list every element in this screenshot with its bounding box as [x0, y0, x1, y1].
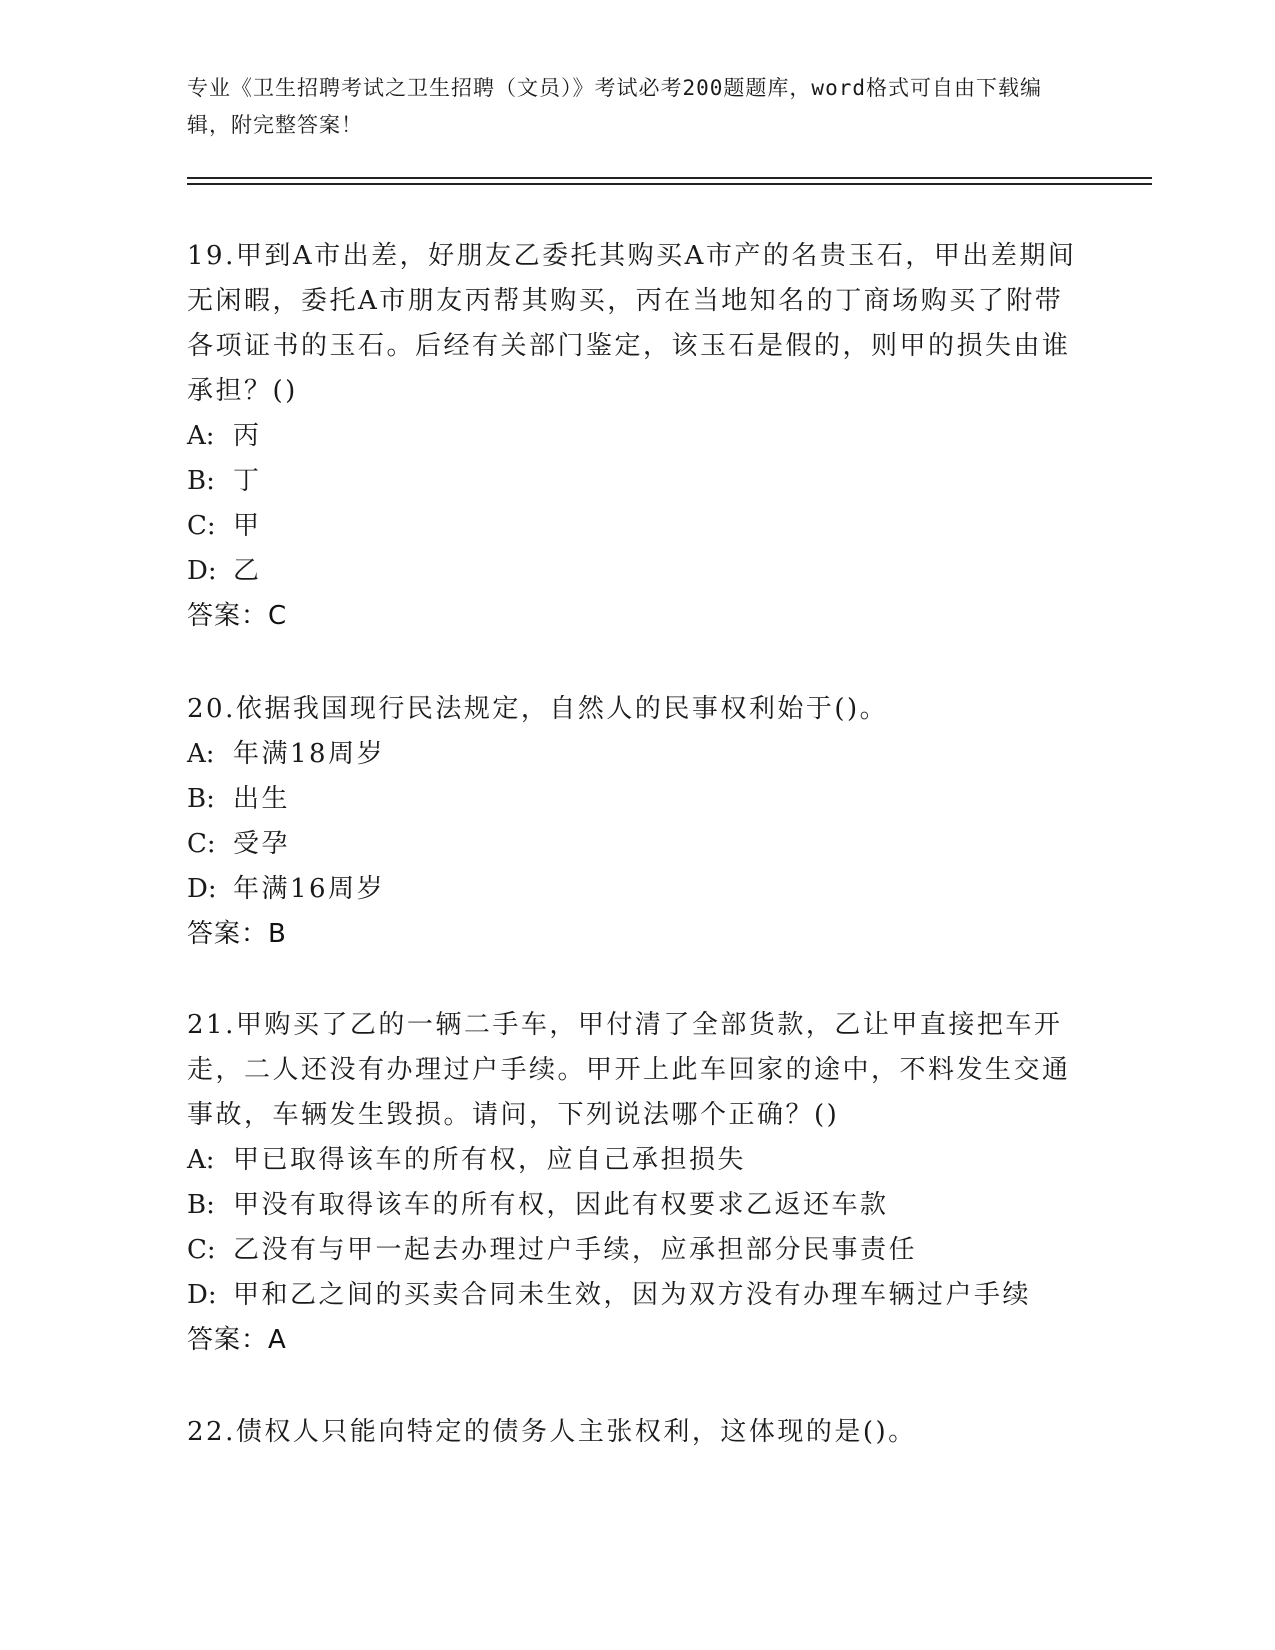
answer-line: 答案：C — [187, 601, 288, 631]
header-divider-bottom — [187, 183, 1152, 185]
option-text: 年满18周岁 — [233, 739, 386, 769]
option-c — [187, 1228, 1077, 1273]
option-key: A: — [187, 421, 215, 451]
option-text: 甲已取得该车的所有权，应自己承担损失 — [233, 1145, 747, 1175]
option-a — [187, 1138, 1077, 1183]
option-text: 甲没有取得该车的所有权，因此有权要求乙返还车款 — [233, 1190, 889, 1220]
header-divider-top — [187, 177, 1152, 179]
option-c — [187, 822, 1077, 867]
option-key: B: — [187, 466, 215, 496]
option-key: B: — [187, 1190, 215, 1220]
option-key: B: — [187, 784, 215, 814]
answer-line: 答案：A — [187, 1325, 287, 1355]
option-b — [187, 777, 1077, 822]
option-key: D: — [187, 556, 217, 586]
option-key: C: — [187, 511, 216, 541]
document-header: 专业《卫生招聘考试之卫生招聘（文员）》考试必考200题题库，word格式可自由下载编辑，附完整答案！ — [187, 76, 1042, 137]
question-text: 19.甲到A市出差，好朋友乙委托其购买A市产的名贵玉石，甲出差期间无闲暇，委托A市朋友丙帮其购买，丙在当地知名的丁商场购买了附带各项证书的玉石。后经有关部门鉴定，该玉石是假的，则甲的损失由谁承担？() — [187, 241, 1077, 406]
option-c — [187, 504, 1077, 549]
option-a — [187, 732, 1077, 777]
question-22 — [187, 1410, 1077, 1455]
option-text: 出生 — [233, 784, 291, 814]
option-text: 甲和乙之间的买卖合同未生效，因为双方没有办理车辆过户手续 — [233, 1280, 1032, 1310]
option-key: C: — [187, 829, 216, 859]
option-key: D: — [187, 874, 217, 904]
question-21 — [187, 1003, 1077, 1363]
option-key: A: — [187, 1145, 215, 1175]
option-a — [187, 414, 1077, 459]
question-20 — [187, 687, 1077, 957]
option-text: 乙 — [233, 556, 262, 586]
question-text: 21.甲购买了乙的一辆二手车，甲付清了全部货款，乙让甲直接把车开走，二人还没有办理过户手续。甲开上此车回家的途中，不料发生交通事故，车辆发生毁损。请问，下列说法哪个正确？() — [187, 1010, 1071, 1130]
option-text: 年满16周岁 — [233, 874, 386, 904]
option-d — [187, 867, 1077, 912]
option-d — [187, 1273, 1077, 1318]
option-d — [187, 549, 1077, 594]
option-text: 丁 — [233, 466, 262, 496]
question-text: 22.债权人只能向特定的债务人主张权利，这体现的是()。 — [187, 1417, 917, 1447]
question-19 — [187, 234, 1077, 639]
option-text: 甲 — [233, 511, 262, 541]
option-key: D: — [187, 1280, 217, 1310]
option-b — [187, 1183, 1077, 1228]
option-b — [187, 459, 1077, 504]
option-key: C: — [187, 1235, 216, 1265]
option-text: 受孕 — [233, 829, 291, 859]
answer-line: 答案：B — [187, 919, 287, 949]
option-text: 丙 — [233, 421, 262, 451]
option-key: A: — [187, 739, 215, 769]
question-text: 20.依据我国现行民法规定，自然人的民事权利始于()。 — [187, 694, 889, 724]
option-text: 乙没有与甲一起去办理过户手续，应承担部分民事责任 — [233, 1235, 918, 1265]
